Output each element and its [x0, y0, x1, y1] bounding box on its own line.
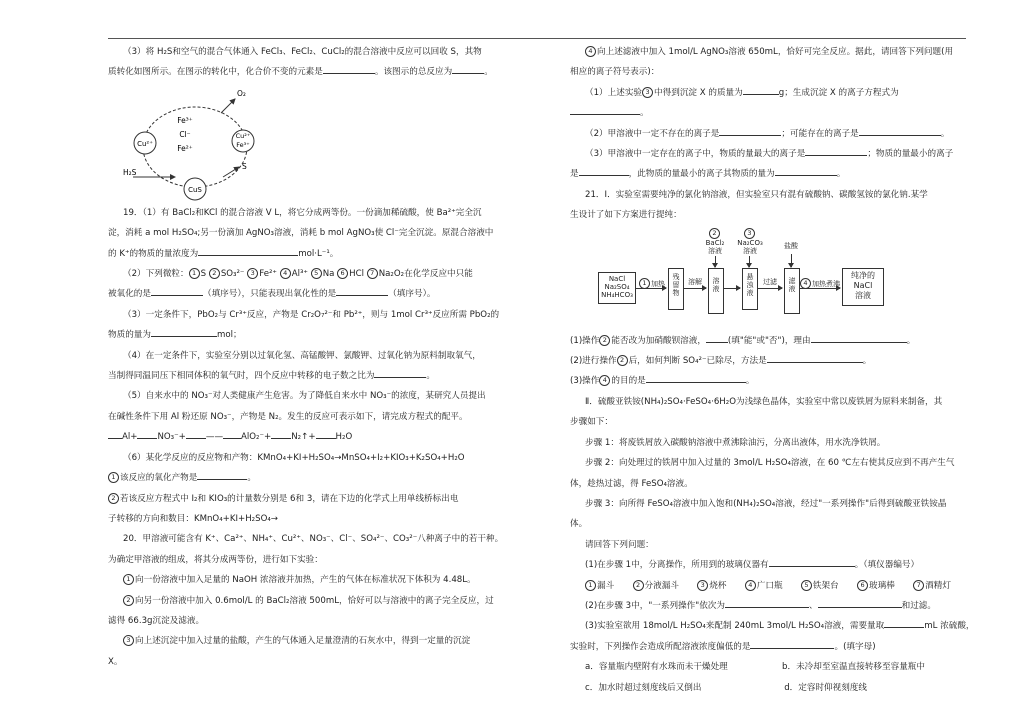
q20-line2: 为确定甲溶液的组成，将其分成两等份，进行如下实验：: [108, 554, 323, 565]
q21-line2: 生设计了如下方案进行提纯：: [570, 210, 682, 221]
coef-blank[interactable]: [271, 428, 291, 439]
q19-2-line1: （2）下列微粒： 1 S 2 SO₃²⁻ 3 Fe²⁺ 4 Al³⁺ 5 Na 6 HCl 7 Na₂O₂在化学反应中只能: [123, 269, 473, 280]
reagent-arrow: [715, 256, 716, 267]
flow-arrow: [758, 288, 782, 289]
q21-line1: 21．Ⅰ．实验室需要纯净的氯化钠溶液，但实验室只有混有硫酸钠、碳酸氢铵的氯化钠.某学: [585, 189, 928, 200]
q20-step2: 2 向另一份溶液中加入 0.6mol/L 的 BaCl₂溶液 500mL，恰好可以与溶液中的离子完全反应，过: [108, 591, 503, 611]
coef-blank[interactable]: [137, 428, 157, 439]
answer-blank[interactable]: [452, 63, 484, 74]
q21b-a1: (1)在步骤 1中，分离操作，所用到的玻璃仪器有 。（填仪器编号）: [570, 555, 965, 575]
q19-line2: 淀，消耗 a mol H₂SO₄;另一份滴加 AgNO₃溶液，消耗 b mol AgNO₃使 Cl⁻完全沉淀。原混合溶液中: [108, 228, 494, 239]
q19-line3: 的 K⁺的物质的量浓度为 mol·L⁻¹。: [108, 244, 503, 264]
q21b-step2b: 体，趁热过滤，得 FeSO₄溶液。: [570, 478, 693, 489]
instrument-item: 2 分液漏斗: [633, 576, 679, 596]
coef-blank[interactable]: [186, 428, 206, 439]
fe3-right-label: Fe³⁺: [236, 140, 250, 149]
option-a[interactable]: a．容量瓶内壁附有水珠而未干燥处理: [585, 662, 728, 673]
cu2-right-label: Cu²⁺: [235, 131, 251, 140]
cycle-ring: [143, 107, 250, 187]
s-label: S: [242, 161, 247, 171]
q20-step4b: 相应的离子符号表示)：: [570, 67, 660, 78]
filtrate-box: 滤 液: [784, 268, 800, 314]
suspension-box: 悬 浊 液: [742, 268, 758, 310]
q21b-a3b: 实验时，下列操作会造成所配溶液浓度偏低的是 。(填字母): [570, 637, 965, 657]
q21b-line2: 步骤如下：: [570, 417, 613, 428]
dissolve-label: 溶解: [688, 277, 702, 286]
q21b-step2: 步骤 2：向处理过的铁屑中加入过量的 3mol/L H₂SO₄溶液，在 60 ℃左右使其反应到不再产生气: [585, 458, 955, 469]
answer-blank[interactable]: [769, 556, 855, 567]
q20-part2: （2）甲溶液中一定不存在的离子是 ；可能存在的离子是 。: [570, 124, 965, 144]
o2-arrow: [221, 99, 235, 113]
fe3-center-label: Fe³⁺: [177, 115, 193, 125]
q19-4-line1: （4）在一定条件下，实验室分别以过氧化氢、高锰酸钾、氯酸钾、过氧化钠为原料制取氧气，: [123, 350, 481, 361]
filter-label: 过滤: [763, 277, 777, 286]
q19-2-line2: 被氧化的是 （填序号），只能表现出氧化性的是 （填序号）。: [108, 284, 503, 304]
option-b[interactable]: b．未冷却至室温直接转移至容量瓶中: [782, 662, 925, 673]
purification-flowchart: [570, 226, 965, 331]
answer-blank[interactable]: [719, 125, 781, 136]
cu2-left-label: Cu²⁺: [137, 139, 153, 148]
answer-blank[interactable]: [706, 332, 728, 343]
q19-6-line1: （6）某化学反应的反应物和产物：KMnO₄+KI+H₂SO₄→MnSO₄+I₂+KIO₃+K₂SO₄+H₂O: [123, 452, 465, 463]
na2co3-reagent: 3 Na₂CO₃ 溶液: [737, 228, 763, 255]
q19-5-line1: （5）自来水中的 NO₃⁻对人类健康产生危害。为了降低自来水中 NO₃⁻的浓度，某研究人员提出: [123, 391, 486, 402]
fe2-center-label: Fe²⁺: [177, 143, 193, 153]
coef-blank[interactable]: [316, 428, 336, 439]
option-c[interactable]: c．加水时超过刻度线后又倒出: [585, 682, 702, 693]
answer-blank[interactable]: [818, 597, 902, 608]
instrument-item: 7 酒精灯: [913, 576, 951, 596]
q19-6-line2: 1 该反应的氧化产物是 。: [108, 468, 503, 488]
cycle-diagram: [123, 85, 273, 203]
cus-label: CuS: [188, 185, 202, 194]
instrument-item: 5 铁架台: [801, 576, 839, 596]
q20-step4: 4 向上述滤液中加入 1mol/L AgNO₃溶液 650mL，恰好可完全反应。据此，请回答下列问题(用: [570, 42, 965, 62]
instrument-item: 6 玻璃棒: [857, 576, 895, 596]
instrument-item: 3 烧杯: [697, 576, 726, 596]
header-rule: [108, 38, 966, 39]
answer-blank[interactable]: [151, 285, 203, 296]
answer-blank[interactable]: [579, 165, 629, 176]
o2-label: O₂: [237, 88, 246, 98]
left-column: [108, 42, 503, 672]
q20-part3: （3）甲溶液中一定存在的离子中，物质的量最大的离子是 ；物质的量最小的离子: [570, 144, 965, 164]
q21-2: (2)进行操作 2 后，如何判断 SO₄²⁻已除尽，方法是 。: [570, 351, 965, 371]
answer-blank[interactable]: [811, 332, 907, 343]
answer-blank[interactable]: [775, 165, 837, 176]
pure-nacl-box: 纯净的 NaCl 溶液: [842, 268, 884, 306]
answer-blank[interactable]: [743, 84, 779, 95]
heat2-label: 4 加热煮沸: [800, 278, 840, 289]
answer-blank[interactable]: [336, 285, 388, 296]
answer-blank[interactable]: [884, 617, 924, 628]
answer-blank[interactable]: [805, 145, 867, 156]
q19-3-line1: （3）一定条件下，PbO₂与 Cr³⁺反应，产物是 Cr₂O₇²⁻和 Pb²⁺，则与 1mol Cr³⁺反应所需 PbO₂的: [123, 309, 500, 320]
q21b-step1: 步骤 1：将废铁屑放入碳酸钠溶液中煮沸除油污，分离出液体，用水洗净铁屑。: [585, 437, 886, 448]
q18-3-line1: （3）将 H₂S和空气的混合气体通入 FeCl₃、FeCl₂、CuCl₂的混合溶液中反应可以回收 S，其物: [123, 47, 482, 57]
bacl2-reagent: 2 BaCl₂ 溶液: [705, 228, 725, 255]
q19-4-line2: 当制得同温同压下相同体积的氧气时，四个反应中转移的电子数之比为 。: [108, 366, 503, 386]
coef-blank[interactable]: [223, 428, 241, 439]
answer-blank[interactable]: [197, 469, 247, 480]
answer-blank[interactable]: [725, 597, 809, 608]
q20-step1: 1 向一份溶液中加入足量的 NaOH 浓溶液并加热，产生的气体在标准状况下体积为 4.48L。: [108, 570, 503, 590]
q21b-a2: (2)在步骤 3中，"一系列操作"依次为 、 和过滤。: [570, 596, 965, 616]
q19-6-line4: 子转移的方向和数目：KMnO₄+KI+H₂SO₄→: [108, 513, 278, 524]
q21b-line1: Ⅱ．硫酸亚铁铵(NH₄)₂SO₄·FeSO₄·6H₂O为浅绿色晶体，实验室中常以废铁屑为原料来制备，其: [585, 396, 943, 407]
answer-blank[interactable]: [767, 352, 863, 363]
flow-start-box: NaCl Na₂SO₄ NH₄HCO₃: [598, 272, 636, 304]
q19-3-line2: 物质的量为 mol；: [108, 325, 503, 345]
q20-step3: 3 向上述沉淀中加入过量的盐酸，产生的气体通入足量澄清的石灰水中，得到一定量的沉淀: [108, 631, 503, 651]
q21-1: (1)操作 2 能否改为加硝酸钡溶液， (填"能"或"否")，理由 。: [570, 331, 965, 351]
answer-blank[interactable]: [570, 104, 640, 115]
q20-part1: （1）上述实验 3 中得到沉淀 X 的质量为 g；生成沉淀 X 的离子方程式为: [570, 83, 965, 103]
q20-line1: 20．甲溶液可能含有 K⁺、Ca²⁺、NH₄⁺、Cu²⁺、NO₃⁻、Cl⁻、SO₄²⁻、CO₃²⁻八种离子中的若干种。: [123, 534, 504, 545]
flow-arrow: [684, 288, 706, 289]
q21-3: (3)操作 4 的目的是 。: [570, 371, 965, 391]
q20-step2b: 滤得 66.3g沉淀及滤液。: [108, 615, 205, 626]
answer-blank[interactable]: [151, 326, 217, 337]
h2s-label: H₂S: [123, 167, 137, 177]
s-arrow: [223, 167, 239, 177]
right-column: [570, 42, 975, 698]
answer-blank[interactable]: [750, 638, 834, 649]
options-ab: [570, 657, 965, 677]
cl-center-label: Cl⁻: [179, 129, 191, 139]
instrument-item: 4 广口瓶: [745, 576, 783, 596]
answer-blank[interactable]: [859, 125, 941, 136]
flow-arrow: [724, 288, 740, 289]
q20-step3b: X。: [108, 656, 123, 667]
residue-box: 残 留 物: [668, 268, 684, 310]
option-d[interactable]: d．定容时仰视刻度线: [784, 682, 867, 693]
q19-line1: 19．（1）有 BaCl₂和KCl 的混合溶液 V L，将它分成两等份。一份滴加稀硫酸，使 Ba²⁺完全沉: [123, 207, 482, 218]
answer-blank[interactable]: [323, 63, 375, 74]
answer-blank[interactable]: [646, 372, 746, 383]
answer-blank[interactable]: [198, 245, 298, 256]
options-cd: [570, 678, 965, 698]
q19-5-line2: 在碱性条件下用 Al 粉还原 NO₃⁻，产物是 N₂。发生的反应可表示如下，请完成方程式的配平。: [108, 411, 468, 422]
heat1-label: 1 加热: [638, 278, 666, 289]
q20-part1b: 。: [570, 103, 965, 123]
q19-6-line3: 2 若该反应方程式中 I₂和 KIO₃的计量数分别是 6和 3，请在下边的化学式上用单线桥标出电: [108, 489, 503, 509]
instrument-item: 1 漏斗: [585, 576, 614, 596]
cycle-figure: [108, 83, 503, 203]
q19-5-equation: Al+ NO₃⁻+ —— AlO₂⁻+ N₂↑+ H₂O: [108, 427, 503, 447]
q18-3-line2: 质转化如图所示。在图示的转化中，化合价不变的元素是 。该图示的总反应为 。: [108, 62, 503, 82]
q21b-step3b: 体。: [570, 519, 588, 530]
reagent-arrow: [749, 256, 750, 267]
q21b-step3: 步骤 3：向所得 FeSO₄溶液中加入饱和(NH₄)₂SO₄溶液，经过"一系列操作"后得到硫酸亚铁铵晶: [585, 498, 947, 509]
instrument-list: [570, 576, 965, 596]
answer-blank[interactable]: [374, 367, 426, 378]
coef-blank[interactable]: [108, 428, 122, 439]
q21b-a3: (3)实验室欲用 18mol/L H₂SO₄来配制 240mL 3mol/L H₂SO₄溶液，需要量取 mL 浓硫酸，: [570, 616, 965, 636]
hcl-reagent: 盐酸: [784, 241, 798, 250]
q20-part3b: 是 ，此物质的量最小的离子其物质的量为 。: [570, 164, 965, 184]
solution-box: 溶 液: [708, 268, 724, 314]
reagent-arrow: [791, 254, 792, 267]
q21b-ask: 请回答下列问题：: [585, 539, 654, 550]
